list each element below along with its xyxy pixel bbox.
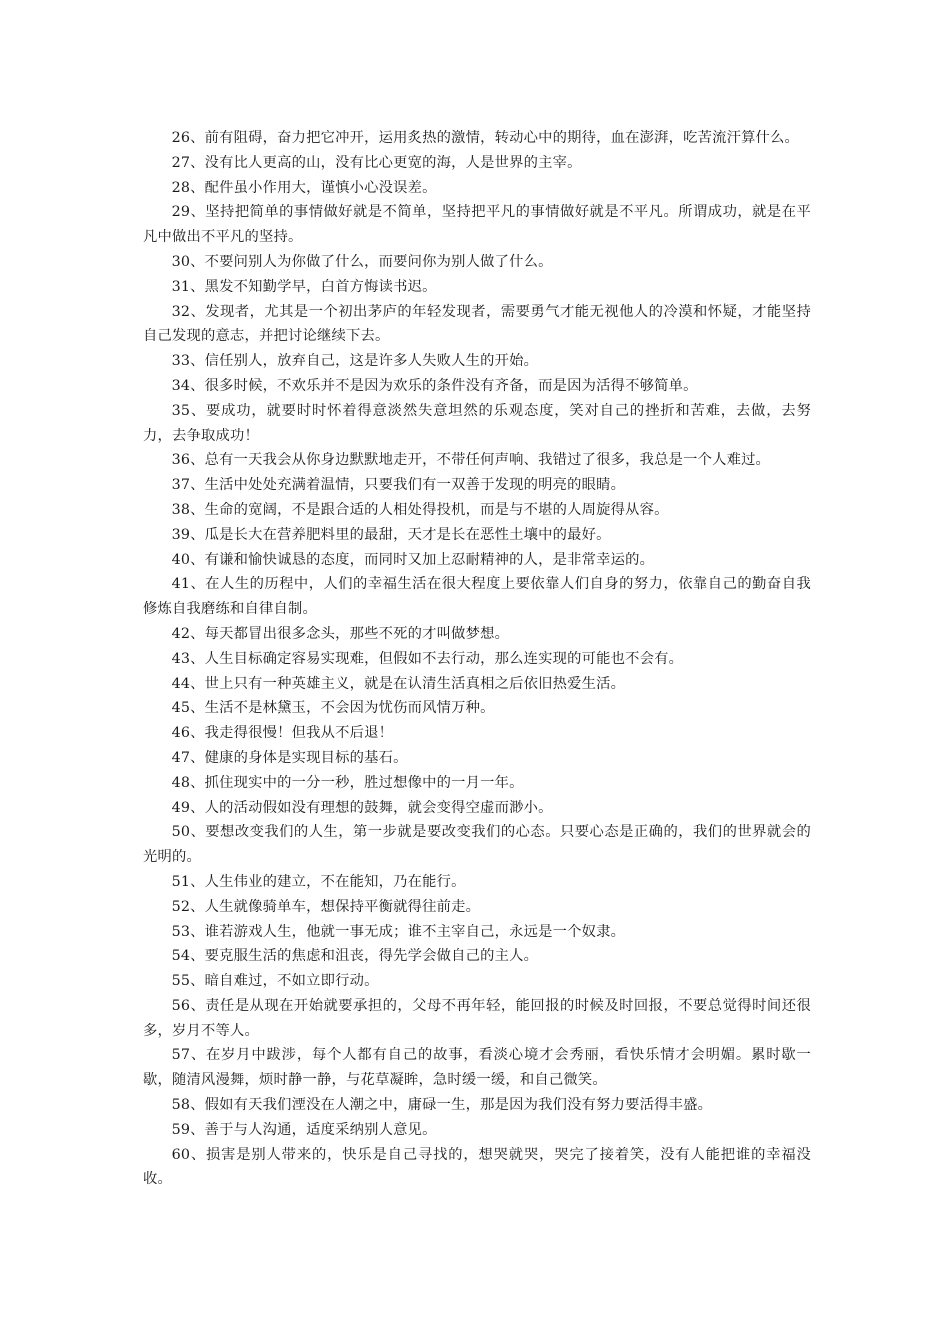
paragraph: 46、我走得很慢！但我从不后退！ <box>171 725 394 742</box>
paragraph: 33、信任别人，放弃自己，这是许多人失败人生的开始。 <box>171 353 539 370</box>
paragraph: 43、人生目标确定容易实现难，但假如不去行动，那么连实现的可能也不会有。 <box>171 650 684 667</box>
paragraph: 44、世上只有一种英雄主义，就是在认清生活真相之后依旧热爱生活。 <box>171 675 626 692</box>
paragraph: 26、前有阻碍，奋力把它冲开，运用炙热的激情，转动心中的期待，血在澎湃，吃苦流汗算什么。 <box>171 130 800 146</box>
paragraph: 34、很多时候，不欢乐并不是因为欢乐的条件没有齐备，而是因为活得不够简单。 <box>171 377 698 394</box>
paragraph: 47、健康的身体是实现目标的基石。 <box>171 749 408 766</box>
paragraph: 36、总有一天我会从你身边默默地走开，不带任何声响、我错过了很多，我总是一个人难过。 <box>171 452 771 469</box>
paragraph: 40、有谦和愉快诚恳的态度，而同时又加上忍耐精神的人，是非常幸运的。 <box>171 551 655 568</box>
paragraph: 54、要克服生活的焦虑和沮丧，得先学会做自己的主人。 <box>171 948 539 965</box>
paragraph: 38、生命的宽阔，不是跟合适的人相处得投机，而是与不堪的人周旋得从容。 <box>171 501 669 518</box>
paragraph: 48、抓住现实中的一分一秒，胜过想像中的一月一年。 <box>171 774 524 791</box>
paragraph: 30、不要问别人为你做了什么，而要问你为别人做了什么。 <box>171 253 553 270</box>
paragraph: 52、人生就像骑单车，想保持平衡就得往前走。 <box>171 898 481 915</box>
paragraph: 50、要想改变我们的人生，第一步就是要改变我们的心态。只要心态是正确的，我们的世界就会的光明的。 <box>143 824 811 866</box>
paragraph: 42、每天都冒出很多念头，那些不死的才叫做梦想。 <box>171 625 510 642</box>
paragraph: 57、在岁月中跋涉，每个人都有自己的故事，看淡心境才会秀丽，看快乐情才会明媚。累时歇一歇，随清风漫舞，烦时静一静，与花草凝眸，急时缓一缓，和自己微笑。 <box>143 1047 811 1089</box>
paragraph: 45、生活不是林黛玉，不会因为忧伤而风情万种。 <box>171 700 495 717</box>
paragraph: 60、损害是别人带来的，快乐是自己寻找的，想哭就哭，哭完了接着笑，没有人能把谁的幸福没收。 <box>143 1146 811 1188</box>
paragraph: 32、发现者，尤其是一个初出茅庐的年轻发现者，需要勇气才能无视他人的冷漠和怀疑，才能坚持自己发现的意志，并把讨论继续下去。 <box>143 303 811 345</box>
paragraph: 37、生活中处处充满着温情，只要我们有一双善于发现的明亮的眼睛。 <box>171 477 626 494</box>
paragraph: 39、瓜是长大在营养肥料里的最甜，天才是长在恶性土壤中的最好。 <box>171 526 611 543</box>
paragraph: 58、假如有天我们湮没在人潮之中，庸碌一生，那是因为我们没有努力要活得丰盛。 <box>171 1097 713 1114</box>
paragraph: 27、没有比人更高的山，没有比心更宽的海，人是世界的主宰。 <box>171 154 582 171</box>
paragraph: 55、暗自难过，不如立即行动。 <box>171 973 379 990</box>
paragraph: 41、在人生的历程中，人们的幸福生活在很大程度上要依靠人们自身的努力，依靠自己的勤奋自我修炼自我磨练和自律自制。 <box>143 576 811 618</box>
paragraph: 53、谁若游戏人生，他就一事无成；谁不主宰自己，永远是一个奴隶。 <box>171 923 626 940</box>
paragraph: 51、人生伟业的建立，不在能知，乃在能行。 <box>171 873 466 890</box>
paragraph: 35、要成功，就要时时怀着得意淡然失意坦然的乐观态度，笑对自己的挫折和苦难，去做，去努力，去争取成功！ <box>143 402 811 444</box>
paragraph: 29、坚持把简单的事情做好就是不简单，坚持把平凡的事情做好就是不平凡。所谓成功，就是在平凡中做出不平凡的坚持。 <box>143 204 811 246</box>
paragraph: 31、黑发不知勤学早，白首方悔读书迟。 <box>171 278 437 295</box>
document-body <box>143 126 811 1192</box>
paragraph: 28、配件虽小作用大，谨慎小心没误差。 <box>171 179 437 196</box>
paragraph: 56、责任是从现在开始就要承担的，父母不再年轻，能回报的时候及时回报，不要总觉得时间还很多，岁月不等人。 <box>143 997 811 1039</box>
paragraph: 59、善于与人沟通，适度采纳别人意见。 <box>171 1121 437 1138</box>
paragraph: 49、人的活动假如没有理想的鼓舞，就会变得空虚而渺小。 <box>171 799 553 816</box>
